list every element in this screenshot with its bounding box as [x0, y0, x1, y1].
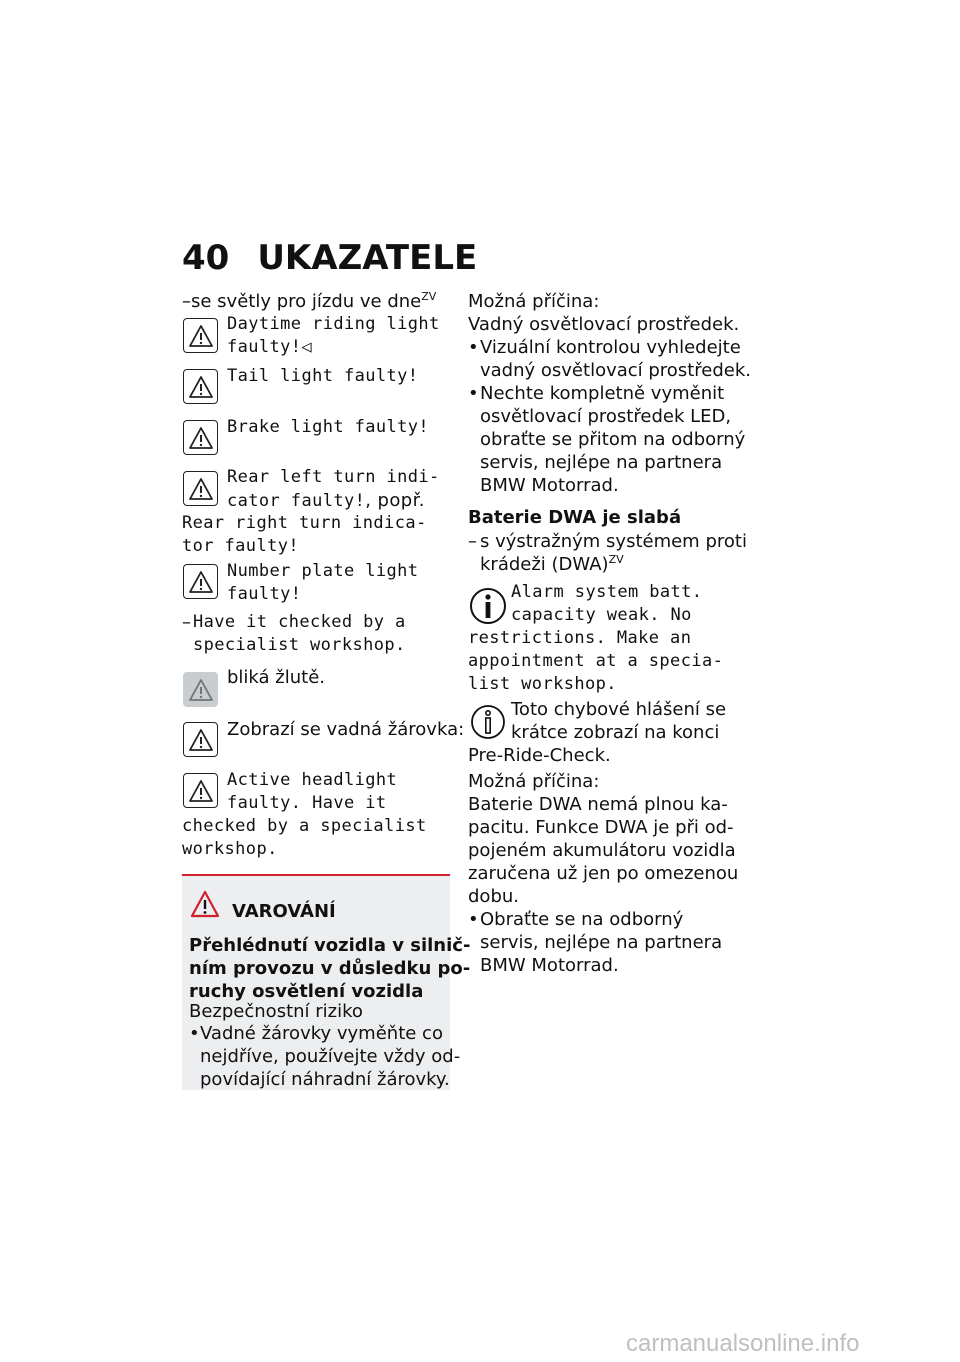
cause-label: Možná příčina: Vadný osvětlovací prostředek.: [468, 291, 740, 335]
warning-triangle-icon: [183, 420, 218, 455]
msg-have-it-checked: Have it checked by a specialist workshop.: [193, 612, 406, 655]
warning-box: VAROVÁNÍ Přehlédnutí vozidla v silnič- ním provozu v důsledku po- ruchy osvětlení vozidla Bezpečnostní riziko • Vadné žárovky vyměňte co nejdříve, používejte vždy od- povídající náhradní žárovky.: [182, 874, 450, 1090]
warning-triangle-icon: [183, 369, 218, 404]
warning-triangle-red-icon: [190, 890, 220, 918]
msg-alarm-battery: Alarm system batt. capacity weak. No: [511, 582, 703, 625]
msg-active-headlight: Active headlight faulty. Have it: [227, 770, 398, 813]
warning-heading: Přehlédnutí vozidla v silnič- ním provozu v důsledku po- ruchy osvětlení vozidla: [189, 935, 471, 1002]
info-icon: [468, 586, 508, 631]
list-item: Vizuální kontrolou vyhledejte vadný osvětlovací prostředek.: [480, 337, 751, 381]
shows-bulb-text: Zobrazí se vadná žárovka:: [227, 719, 465, 740]
intro-superscript: ZV: [421, 290, 437, 303]
warning-triangle-icon: [183, 318, 218, 353]
page-header: [182, 238, 477, 278]
marker-icon: ◁: [301, 337, 313, 357]
msg-tail-light: Tail light faulty!: [227, 366, 419, 386]
cause-label-2: Možná příčina: Baterie DWA nemá plnou ka- pacitu. Funkce DWA je při od- pojeném akumulátoru vozidla zaručena už jen po omezenou dobu.: [468, 771, 739, 907]
warning-label: VAROVÁNÍ: [232, 901, 336, 922]
watermark: carmanualsonline.info: [626, 1330, 860, 1357]
page-title: UKAZATELE: [257, 238, 478, 278]
list-item: Nechte kompletně vyměnit osvětlovací prostředek LED, obraťte se přitom na odborný servis, nejlépe na partnera BMW Motorrad.: [480, 383, 746, 496]
warning-triangle-icon: [183, 564, 218, 599]
warning-triangle-icon: [183, 471, 218, 506]
list-item: Obraťte se na odborný servis, nejlépe na partnera BMW Motorrad.: [480, 909, 723, 976]
msg-brake-light: Brake light faulty!: [227, 417, 430, 437]
warning-triangle-icon: [183, 722, 218, 757]
warning-risk: Bezpečnostní riziko: [189, 1001, 363, 1022]
msg-rear-left-turn: Rear left turn indi- cator faulty!, popř.: [227, 467, 440, 511]
dwa-intro: s výstražným systémem proti krádeži (DWA)$^{ZV}$: [480, 531, 747, 575]
info-outline-icon: [468, 702, 508, 747]
intro-line: –se světly pro jízdu ve dne$^{ZV}$: [182, 290, 437, 312]
intro-text: se světly pro jízdu ve dne: [191, 291, 422, 312]
page-number: 40: [182, 238, 230, 278]
msg-active-headlight-cont: checked by a specialist workshop.: [182, 816, 427, 859]
info-note: Toto chybové hlášení se krátce zobrazí na konci: [511, 699, 727, 743]
section-heading-dwa: Baterie DWA je slabá: [468, 507, 682, 528]
warning-triangle-icon: [183, 773, 218, 808]
msg-daytime-riding-light: Daytime riding light faulty!◁: [227, 314, 440, 357]
warning-light-yellow-icon: [183, 672, 218, 707]
blinks-yellow-text: bliká žlutě.: [227, 667, 325, 688]
warning-bullet-text: Vadné žárovky vyměňte co nejdříve, používejte vždy od- povídající náhradní žárovky.: [200, 1023, 461, 1090]
msg-alarm-battery-cont: restrictions. Make an appointment at a specia- list workshop.: [468, 628, 724, 694]
msg-number-plate-light: Number plate light faulty!: [227, 561, 419, 604]
msg-rear-right-turn: Rear right turn indica- tor faulty!: [182, 513, 427, 556]
